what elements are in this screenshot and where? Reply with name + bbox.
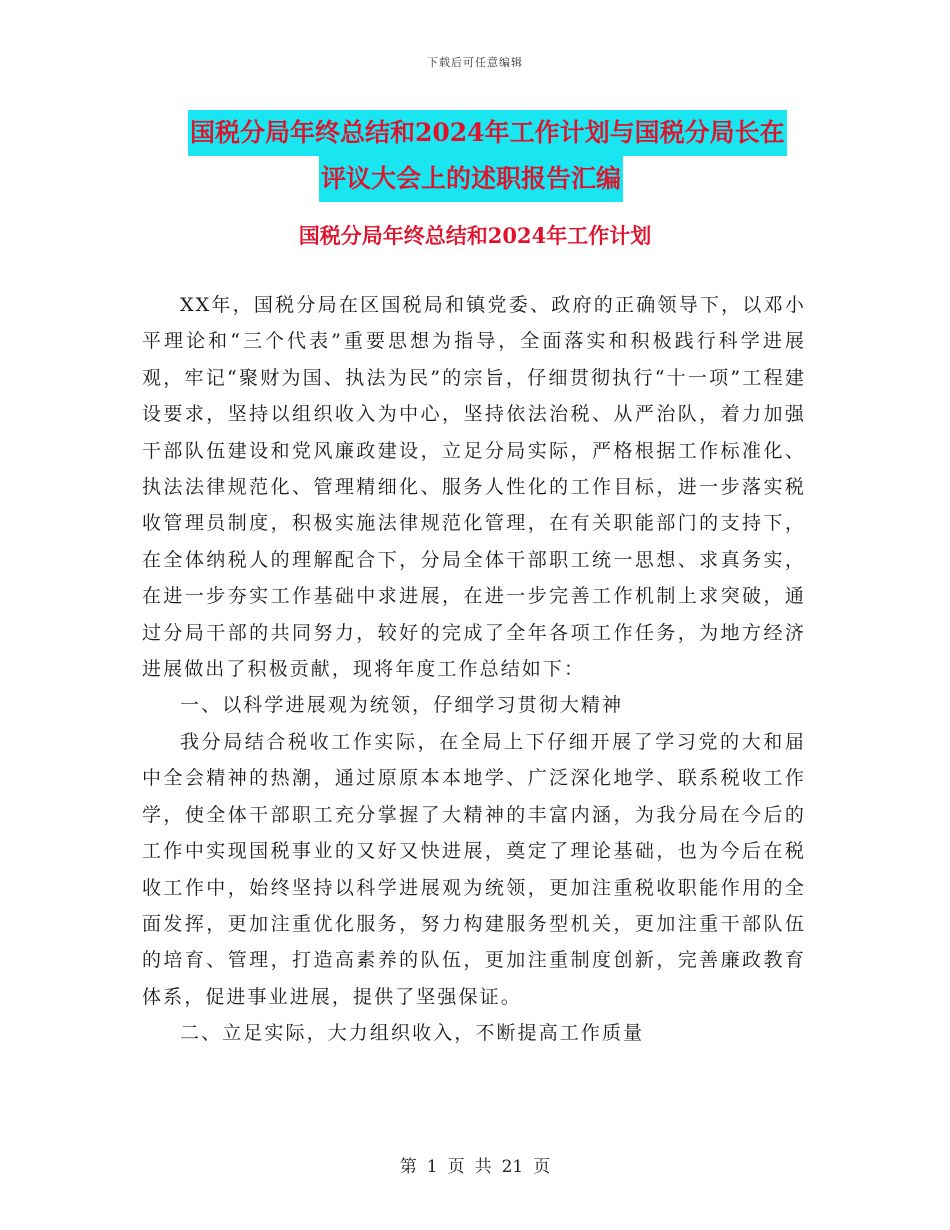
page-number: 1 [426,1157,438,1177]
header-note: 下载后可任意编辑 [427,56,523,69]
title-line-1: 国税分局年终总结和2024年工作计划与国税分局长在 [188,110,787,156]
title-line-2: 评议大会上的述职报告汇编 [319,156,623,202]
document-body [142,287,806,1052]
footer-prefix: 第 [399,1157,417,1177]
paragraph-section-1: 我分局结合税收工作实际，在全局上下仔细开展了学习党的大和届中全会精神的热潮，通过原原本本地学、广泛深化地学、联系税收工作学，使全体干部职工充分掌握了大精神的丰富内涵，为我分局在今后的工作中实现国税事业的又好又快进展，奠定了理论基础，也为今后在税收工作中，始终坚持以科学进展观为统领，更加注重税收职能作用的全面发挥，更加注重优化服务，努力构建服务型机关，更加注重干部队伍的培育、管理，打造高素养的队伍，更加注重制度创新，完善廉政教育体系，促进事业进展，提供了坚强保证。 [142,730,806,1008]
page-footer [0,1152,950,1177]
heading-section-2: 二、立足实际，大力组织收入，不断提高工作质量 [180,1022,645,1045]
footer-total-label: 共 [474,1157,492,1177]
footer-page-label: 页 [447,1157,465,1177]
section-title: 国税分局年终总结和2024年工作计划 [298,223,652,248]
footer-suffix: 页 [533,1157,551,1177]
total-pages: 21 [501,1157,524,1177]
heading-section-1: 一、以科学进展观为统领，仔细学习贯彻大精神 [180,694,624,717]
paragraph-intro: XX年，国税分局在区国税局和镇党委、政府的正确领导下，以邓小平理论和“三个代表”重要思想为指导，全面落实和积极践行科学进展观，牢记“聚财为国、执法为民”的宗旨，仔细贯彻执行“十一项”工程建设要求，坚持以组织收入为中心，坚持依法治税、从严治队，着力加强干部队伍建设和党风廉政建设，立足分局实际，严格根据工作标准化、执法法律规范化、管理精细化、服务人性化的工作目标，进一步落实税收管理员制度，积极实施法律规范化管理，在有关职能部门的支持下，在全体纳税人的理解配合下，分局全体干部职工统一思想、求真务实，在进一步夯实工作基础中求进展，在进一步完善工作机制上求突破，通过分局干部的共同努力，较好的完成了全年各项工作任务，为地方经济进展做出了积极贡献，现将年度工作总结如下： [142,294,806,681]
